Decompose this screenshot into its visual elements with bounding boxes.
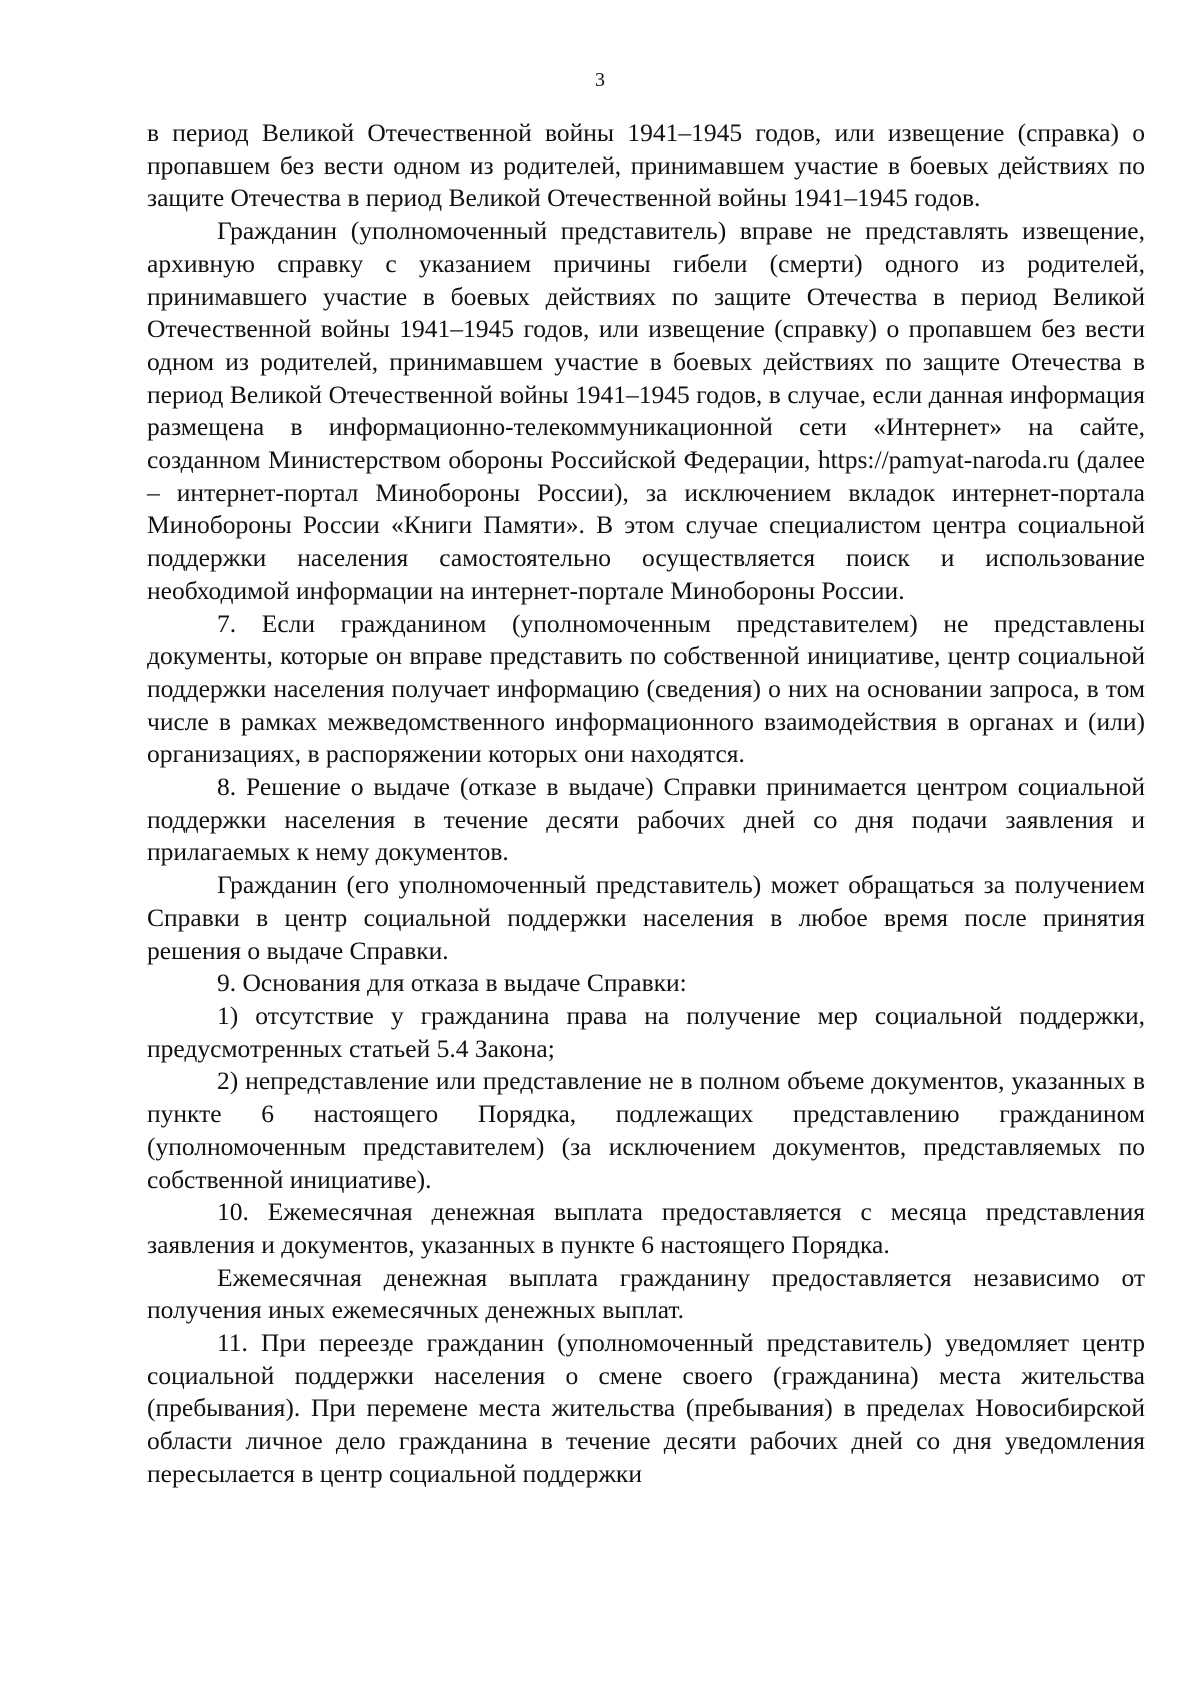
paragraph-citizen-right: Гражданин (уполномоченный представитель) вправе не представлять извещение, архивную справку с указанием причины гибели (смерти) одного из родителей, принимавшего участие в боевых действиях по защите Отечества в период Великой Отечественной войны 1941–1945 годов, или извещение (справку) о пропавшем без вести одном из родителей, принимавшем участие в боевых действиях по защите Отечества в период Великой Отечественной войны 1941–1945 годов, в случае, если данная информация размещена в информационно-телекоммуникационной сети «Интернет» на сайте, созданном Министерством обороны Российской Федерации, https://pamyat-naroda.ru (далее – интернет-портал Минобороны России), за исключением вкладок интернет-портала Минобороны России «Книги Памяти». В этом случае специалистом центра социальной поддержки населения самостоятельно осуществляется поиск и использование необходимой информации на интернет-портале Минобороны России.: [147, 216, 1145, 605]
document-body: [147, 117, 1145, 1491]
paragraph-8-citizen: Гражданин (его уполномоченный представитель) может обращаться за получением Справки в центр социальной поддержки населения в любое время после принятия решения о выдаче Справки.: [147, 870, 1145, 965]
paragraph-9-item-1: 1) отсутствие у гражданина права на получение мер социальной поддержки, предусмотренных статьей 5.4 Закона;: [147, 1000, 1145, 1063]
paragraph-8: 8. Решение о выдаче (отказе в выдаче) Справки принимается центром социальной поддержки населения в течение десяти рабочих дней со дня подачи заявления и прилагаемых к нему документов.: [147, 772, 1145, 867]
paragraph-9-item-2: 2) непредставление или представление не в полном объеме документов, указанных в пункте 6 настоящего Порядка, подлежащих представлению гражданином (уполномоченным представителем) (за исключением документов, представляемых по собственной инициативе).: [147, 1066, 1145, 1194]
page-number: 3: [595, 69, 605, 91]
paragraph-10: 10. Ежемесячная денежная выплата предоставляется с месяца представления заявления и документов, указанных в пункте 6 настоящего Порядка.: [147, 1197, 1145, 1259]
paragraph-continuation: в период Великой Отечественной войны 1941–1945 годов, или извещение (справка) о пропавшем без вести одном из родителей, принимавшем участие в боевых действиях по защите Отечества в период Великой Отечественной войны 1941–1945 годов.: [147, 118, 1145, 213]
paragraph-11: 11. При переезде гражданин (уполномоченный представитель) уведомляет центр социальной поддержки населения о смене своего (гражданина) места жительства (пребывания). При перемене места жительства (пребывания) в пределах Новосибирской области личное дело гражданина в течение десяти рабочих дней со дня уведомления пересылается в центр социальной поддержки: [147, 1328, 1145, 1488]
paragraph-7: 7. Если гражданином (уполномоченным представителем) не представлены документы, которые он вправе представить по собственной инициативе, центр социальной поддержки населения получает информацию (сведения) о них на основании запроса, в том числе в рамках межведомственного информационного взаимодействия в органах и (или) организациях, в распоряжении которых они находятся.: [147, 608, 1145, 769]
paragraph-10-payment: Ежемесячная денежная выплата гражданину предоставляется независимо от получения иных ежемесячных денежных выплат.: [147, 1262, 1145, 1325]
paragraph-9: 9. Основания для отказа в выдаче Справки:: [217, 968, 687, 998]
